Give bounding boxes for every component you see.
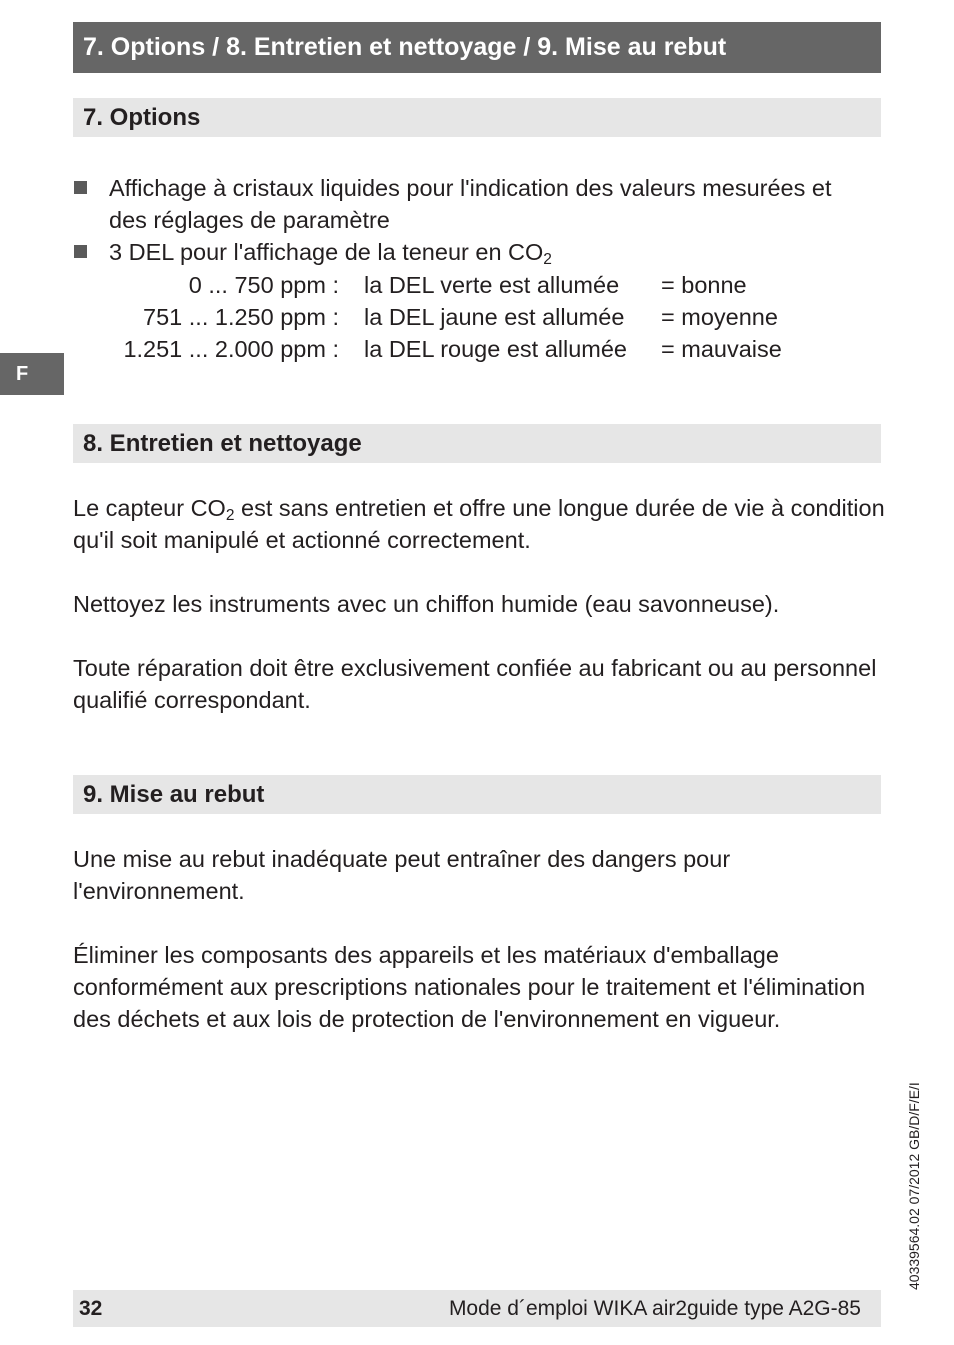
bullet-square-icon [74, 181, 87, 194]
ppm-led-red: la DEL rouge est allumée [364, 336, 627, 362]
ppm-range-red: 1.251 ... 2.000 ppm : [123, 336, 339, 362]
maintenance-paragraph-repair: Toute réparation doit être exclusivement confiée au fabricant ou au personnel qualifié correspondant. [73, 655, 877, 713]
language-tab: F [0, 353, 64, 395]
page-footer [73, 1290, 881, 1327]
maintenance-paragraph-cleaning: Nettoyez les instruments avec un chiffon humide (eau savonneuse). [73, 591, 780, 617]
section-heading-maintenance-label: 8. Entretien et nettoyage [83, 430, 362, 457]
ppm-range-green: 0 ... 750 ppm : [188, 272, 339, 298]
section-heading-options-label: 7. Options [83, 104, 201, 131]
co2-subscript: 2 [543, 250, 552, 268]
options-bullet-led-text: 3 DEL pour l'affichage de la teneur en CO [109, 239, 544, 265]
maintenance-p1-end: est sans entretien et offre une longue durée de vie à condition qu'il soit manipulé et actionné correctement. [73, 495, 885, 553]
options-bullet-led [109, 236, 869, 268]
disposal-paragraph-danger: Une mise au rebut inadéquate peut entraîner des dangers pour l'environnement. [73, 846, 731, 904]
section-heading-options [73, 98, 881, 137]
ppm-quality-yellow: = moyenne [661, 304, 778, 330]
ppm-quality-red: = mauvaise [661, 336, 782, 362]
ppm-range-yellow: 751 ... 1.250 ppm : [143, 304, 339, 330]
ppm-quality-green: = bonne [661, 272, 747, 298]
ppm-led-green: la DEL verte est allumée [364, 272, 620, 298]
disposal-paragraph-instructions: Éliminer les composants des appareils et les matériaux d'emballage conformément aux prescriptions nationales pour le traitement et l'élimination des déchets et aux lois de protection de l'environnement en vigueur. [73, 942, 866, 1032]
page-title-bar [73, 22, 881, 73]
section-heading-maintenance [73, 424, 881, 463]
section-heading-disposal [73, 775, 881, 814]
bullet-square-icon [74, 245, 87, 258]
maintenance-p1-start: Le capteur CO [73, 495, 226, 521]
options-bullet-lcd: Affichage à cristaux liquides pour l'indication des valeurs mesurées et des réglages de paramètre [109, 175, 832, 233]
ppm-led-yellow: la DEL jaune est allumée [364, 304, 625, 330]
section-heading-disposal-label: 9. Mise au rebut [83, 781, 265, 808]
footer-document-title: Mode d´emploi WIKA air2guide type A2G-85 [448, 1297, 861, 1320]
document-code: 40339564.02 07/2012 GB/D/F/E/I [906, 1082, 922, 1290]
co2-subscript: 2 [225, 506, 235, 524]
page-title: 7. Options / 8. Entretien et nettoyage / 9. Mise au rebut [83, 33, 727, 61]
page-number: 32 [79, 1297, 103, 1320]
maintenance-paragraph-sensor [73, 492, 885, 556]
